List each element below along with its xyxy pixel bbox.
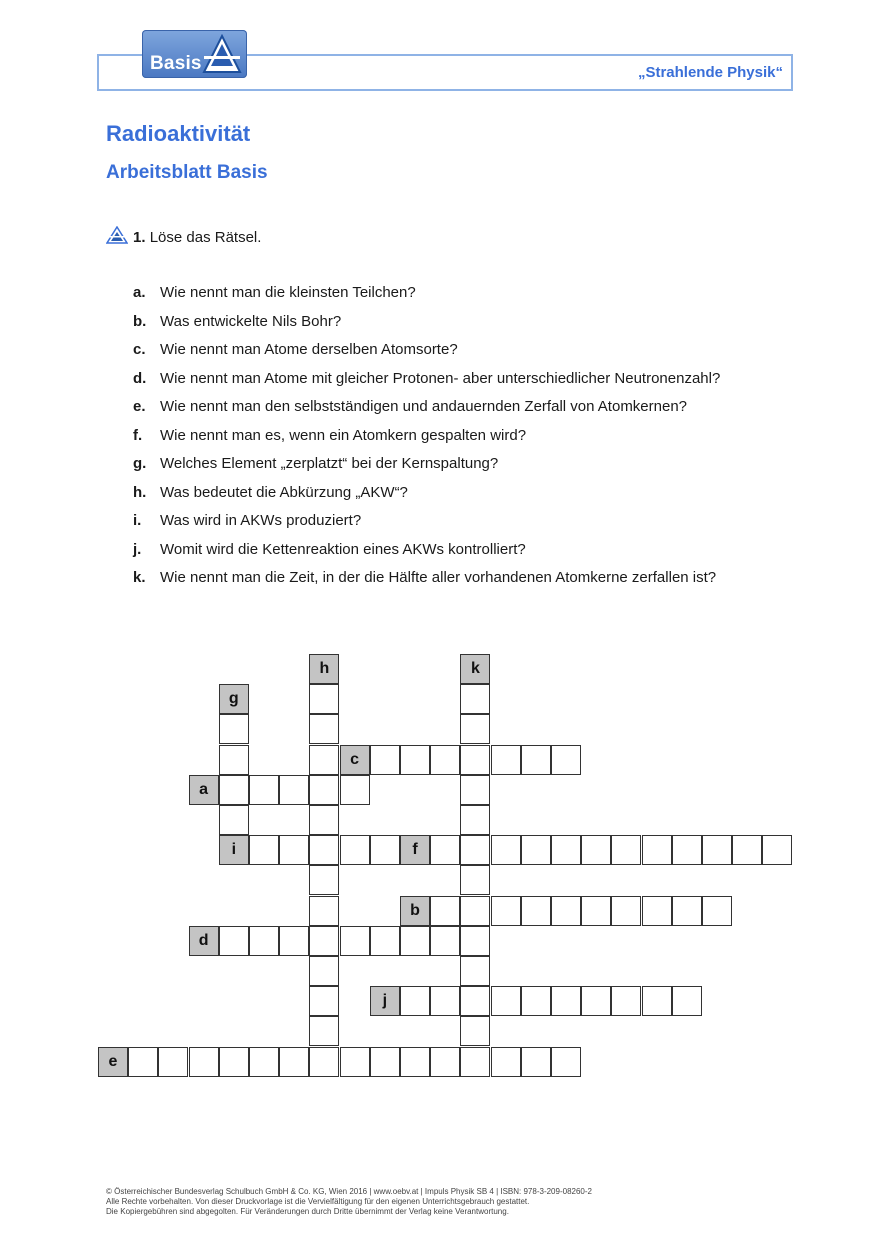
crossword-label-a: a — [189, 775, 219, 805]
crossword-cell[interactable] — [219, 926, 249, 956]
crossword-cell[interactable] — [460, 1016, 490, 1046]
crossword-cell[interactable] — [460, 684, 490, 714]
page-title: Radioaktivität — [106, 121, 251, 146]
crossword-cell[interactable] — [400, 745, 430, 775]
crossword-cell[interactable] — [521, 1047, 551, 1077]
crossword-cell[interactable] — [400, 1047, 430, 1077]
question-letter: i. — [133, 512, 142, 529]
crossword-cell[interactable] — [581, 896, 611, 926]
question-letter: e. — [133, 398, 146, 415]
crossword-cell[interactable] — [460, 805, 490, 835]
crossword-cell[interactable] — [309, 986, 339, 1016]
question-letter: b. — [133, 312, 147, 330]
crossword-cell[interactable] — [309, 684, 339, 714]
task-text: Löse das Rätsel. — [149, 229, 262, 246]
crossword-label-j: j — [370, 986, 400, 1016]
crossword-cell[interactable] — [309, 835, 339, 865]
crossword-cell[interactable] — [309, 926, 339, 956]
crossword-cell[interactable] — [309, 775, 339, 805]
crossword-label-i: i — [219, 835, 249, 865]
question-text: Wie nennt man die kleinsten Teilchen? — [160, 284, 416, 301]
crossword-cell[interactable] — [279, 926, 309, 956]
crossword-label-h: h — [309, 654, 339, 684]
crossword-cell[interactable] — [551, 896, 581, 926]
question-letter: c. — [133, 341, 146, 358]
crossword-cell[interactable] — [491, 986, 521, 1016]
question-text: Wie nennt man den selbstständigen und andauernden Zerfall von Atomkernen? — [160, 398, 688, 415]
crossword-cell[interactable] — [309, 805, 339, 835]
crossword-cell[interactable] — [219, 1047, 249, 1077]
question-letter: k. — [133, 569, 146, 586]
crossword-cell[interactable] — [581, 986, 611, 1016]
crossword-label-c: c — [340, 745, 370, 775]
crossword-cell[interactable] — [279, 835, 309, 865]
crossword-cell[interactable] — [340, 1047, 370, 1077]
crossword-cell[interactable] — [249, 835, 279, 865]
crossword-cell[interactable] — [370, 745, 400, 775]
crossword-label-e: e — [98, 1047, 128, 1077]
crossword-cell[interactable] — [249, 1047, 279, 1077]
crossword-cell[interactable] — [370, 926, 400, 956]
crossword-cell[interactable] — [309, 896, 339, 926]
crossword-cell[interactable] — [460, 986, 490, 1016]
crossword-cell[interactable] — [611, 835, 641, 865]
question-letter: h. — [133, 483, 147, 501]
crossword-cell[interactable] — [309, 956, 339, 986]
crossword-cell[interactable] — [491, 835, 521, 865]
crossword-cell[interactable] — [551, 1047, 581, 1077]
crossword-cell[interactable] — [249, 926, 279, 956]
crossword-cell[interactable] — [340, 775, 370, 805]
crossword-cell[interactable] — [279, 1047, 309, 1077]
crossword-cell[interactable] — [309, 1016, 339, 1046]
question-text: Wie nennt man Atome derselben Atomsorte? — [160, 341, 458, 358]
crossword-cell[interactable] — [672, 835, 702, 865]
crossword-cell[interactable] — [309, 714, 339, 744]
crossword-cell[interactable] — [400, 986, 430, 1016]
crossword-cell[interactable] — [460, 775, 490, 805]
crossword-cell[interactable] — [460, 926, 490, 956]
crossword-label-k: k — [460, 654, 490, 684]
crossword-cell[interactable] — [642, 896, 672, 926]
crossword-cell[interactable] — [400, 926, 430, 956]
question-text: Womit wird die Kettenreaktion eines AKWs kontrolliert? — [160, 540, 526, 558]
crossword-cell[interactable] — [340, 926, 370, 956]
crossword-cell[interactable] — [521, 986, 551, 1016]
crossword-cell[interactable] — [551, 835, 581, 865]
crossword-cell[interactable] — [460, 896, 490, 926]
crossword-cell[interactable] — [491, 745, 521, 775]
crossword-cell[interactable] — [219, 805, 249, 835]
question-letter: a. — [133, 284, 146, 301]
crossword-cell[interactable] — [309, 1047, 339, 1077]
crossword-cell[interactable] — [430, 745, 460, 775]
footer-line: © Österreichischer Bundesverlag Schulbuch GmbH & Co. KG, Wien 2016 | www.oebv.at | Impuls Physik SB 4 | ISBN: 978-3-209-08260-2 — [106, 1187, 592, 1196]
question-text: Wie nennt man die Zeit, in der die Hälfte aller vorhandenen Atomkerne zerfallen ist? — [160, 569, 717, 586]
crossword-cell[interactable] — [370, 1047, 400, 1077]
logo-text: Basis — [150, 53, 202, 74]
crossword-cell[interactable] — [521, 745, 551, 775]
subject-title: „Strahlende Physik“ — [637, 64, 783, 81]
crossword-cell[interactable] — [581, 835, 611, 865]
crossword-cell[interactable] — [672, 986, 702, 1016]
crossword-cell[interactable] — [460, 835, 490, 865]
question-text: Was wird in AKWs produziert? — [160, 512, 362, 529]
crossword-cell[interactable] — [491, 1047, 521, 1077]
crossword-cell[interactable] — [460, 956, 490, 986]
crossword-cell[interactable] — [370, 835, 400, 865]
crossword-cell[interactable] — [672, 896, 702, 926]
crossword-cell[interactable] — [460, 865, 490, 895]
question-text: Wie nennt man Atome mit gleicher Protonen- aber unterschiedlicher Neutronenzahl? — [160, 369, 721, 387]
question-letter: g. — [133, 455, 147, 472]
footer-line: Die Kopiergebühren sind abgegolten. Für Veränderungen durch Dritte übernimmt der Verlag keine Verantwortung. — [106, 1207, 509, 1216]
crossword-cell[interactable] — [762, 835, 792, 865]
crossword-cell[interactable] — [309, 865, 339, 895]
crossword-cell[interactable] — [611, 986, 641, 1016]
crossword-cell[interactable] — [158, 1047, 188, 1077]
task-number: 1. — [133, 229, 146, 246]
crossword-cell[interactable] — [460, 1047, 490, 1077]
question-text: Wie nennt man es, wenn ein Atomkern gespalten wird? — [160, 426, 527, 444]
crossword-cell[interactable] — [551, 745, 581, 775]
crossword-cell[interactable] — [551, 986, 581, 1016]
crossword-cell[interactable] — [430, 1047, 460, 1077]
crossword-cell[interactable] — [430, 835, 460, 865]
crossword-cell[interactable] — [460, 745, 490, 775]
crossword-cell[interactable] — [491, 896, 521, 926]
question-letter: f. — [133, 426, 143, 444]
crossword-cell[interactable] — [702, 835, 732, 865]
footer-copyright — [106, 1187, 592, 1217]
crossword-cell[interactable] — [249, 775, 279, 805]
crossword-cell[interactable] — [430, 986, 460, 1016]
crossword-cell[interactable] — [128, 1047, 158, 1077]
crossword-cell[interactable] — [309, 745, 339, 775]
footer-line: Alle Rechte vorbehalten. Von dieser Druckvorlage ist die Vervielfältigung für den eigenen Unterrichtsgebrauch gestattet. — [106, 1197, 530, 1206]
crossword-cell[interactable] — [189, 1047, 219, 1077]
crossword-label-f: f — [400, 835, 430, 865]
crossword-label-d: d — [189, 926, 219, 956]
crossword-cell[interactable] — [430, 896, 460, 926]
crossword-cell[interactable] — [642, 986, 672, 1016]
crossword-cell[interactable] — [219, 745, 249, 775]
question-letter: j. — [133, 540, 142, 558]
crossword-cell[interactable] — [732, 835, 762, 865]
crossword-cell[interactable] — [219, 775, 249, 805]
crossword-cell[interactable] — [521, 835, 551, 865]
question-text: Was entwickelte Nils Bohr? — [160, 312, 342, 330]
crossword-cell[interactable] — [430, 926, 460, 956]
crossword-cell[interactable] — [611, 896, 641, 926]
crossword-label-b: b — [400, 896, 430, 926]
crossword-label-g: g — [219, 684, 249, 714]
crossword-cell[interactable] — [219, 714, 249, 744]
page-subtitle: Arbeitsblatt Basis — [106, 162, 268, 183]
crossword-cell[interactable] — [340, 835, 370, 865]
question-letter: d. — [133, 369, 147, 387]
crossword-cell[interactable] — [279, 775, 309, 805]
crossword-cell[interactable] — [642, 835, 672, 865]
crossword-cell[interactable] — [521, 896, 551, 926]
crossword-cell[interactable] — [702, 896, 732, 926]
question-text: Welches Element „zerplatzt“ bei der Kernspaltung? — [160, 455, 499, 472]
question-text: Was bedeutet die Abkürzung „AKW“? — [160, 483, 408, 501]
crossword-cell[interactable] — [460, 714, 490, 744]
